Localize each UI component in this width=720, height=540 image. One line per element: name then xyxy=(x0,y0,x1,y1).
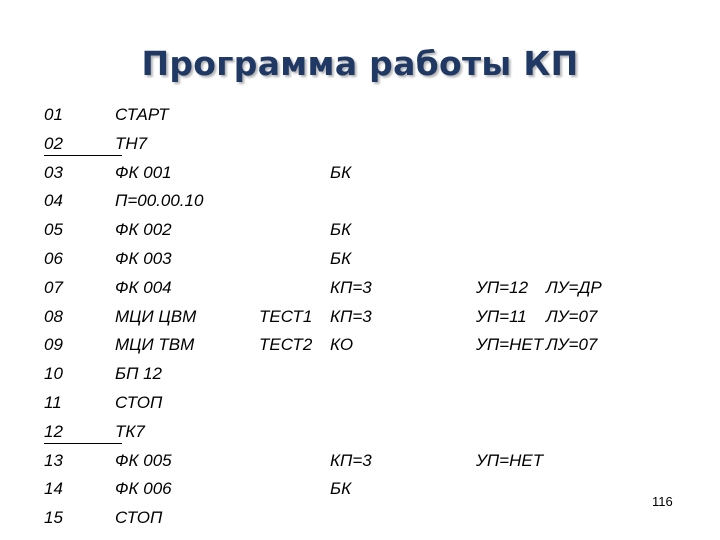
command: ФК 002 xyxy=(115,220,172,240)
program-row xyxy=(0,448,720,477)
step-number: 01 xyxy=(44,105,63,124)
condition: КП=3 xyxy=(330,450,372,470)
underline-divider xyxy=(44,155,122,156)
program-listing xyxy=(0,102,720,534)
step-number: 10 xyxy=(44,364,63,384)
condition: БК xyxy=(330,479,352,499)
program-row xyxy=(0,102,720,131)
control-transfer: УП=НЕТ xyxy=(476,335,544,355)
test-name: ТЕСТ1 xyxy=(259,306,313,326)
program-row xyxy=(0,361,720,390)
step-number: 12 xyxy=(44,421,63,441)
control-transfer: УП=НЕТ xyxy=(476,450,544,470)
command: ФК 001 xyxy=(115,162,172,182)
step-number: 02 xyxy=(44,133,63,153)
condition: КП=3 xyxy=(330,277,372,297)
test-name: ТЕСТ2 xyxy=(259,335,313,355)
program-row xyxy=(0,246,720,275)
command: ФК 005 xyxy=(115,450,172,470)
step-number: 09 xyxy=(44,335,63,355)
command: БП 12 xyxy=(115,364,163,384)
page-number: 116 xyxy=(652,494,673,509)
condition: БК xyxy=(330,248,352,268)
command: ФК 004 xyxy=(115,277,172,297)
command: СТАРТ xyxy=(115,105,169,124)
step-number: 03 xyxy=(44,162,63,182)
logic-unit: ЛУ=07 xyxy=(546,335,598,355)
command: СТОП xyxy=(115,508,163,528)
step-number: 05 xyxy=(44,220,63,240)
step-number: 04 xyxy=(44,191,63,211)
program-row xyxy=(0,275,720,304)
logic-unit: ЛУ=07 xyxy=(546,306,598,326)
program-row xyxy=(0,217,720,246)
condition: БК xyxy=(330,220,352,240)
logic-unit: ЛУ=ДР xyxy=(546,277,602,297)
slide-title: Программа работы КП xyxy=(141,44,579,83)
step-number: 13 xyxy=(44,450,63,470)
command: ФК 003 xyxy=(115,248,172,268)
control-transfer: УП=11 xyxy=(476,306,527,326)
program-row xyxy=(0,476,720,505)
control-transfer: УП=12 xyxy=(476,277,529,297)
step-number: 07 xyxy=(44,277,63,297)
program-row xyxy=(0,390,720,419)
command: ТК7 xyxy=(115,421,145,441)
program-row xyxy=(0,160,720,189)
command: ТН7 xyxy=(115,133,148,153)
program-row xyxy=(0,505,720,534)
command: СТОП xyxy=(115,392,163,412)
condition: КП=3 xyxy=(330,306,372,326)
program-row xyxy=(0,419,720,448)
condition: БК xyxy=(330,162,352,182)
step-number: 14 xyxy=(44,479,63,499)
condition: КО xyxy=(330,335,354,355)
command: МЦИ ТВМ xyxy=(115,335,195,355)
program-row xyxy=(0,188,720,217)
step-number: 11 xyxy=(44,392,62,412)
step-number: 08 xyxy=(44,306,63,326)
command: МЦИ ЦВМ xyxy=(115,306,197,326)
program-row xyxy=(0,131,720,160)
program-row xyxy=(0,304,720,333)
step-number: 06 xyxy=(44,248,63,268)
step-number: 15 xyxy=(44,508,63,528)
command: ФК 006 xyxy=(115,479,172,499)
underline-divider xyxy=(44,443,122,444)
program-row xyxy=(0,332,720,361)
command: П=00.00.10 xyxy=(115,191,204,211)
